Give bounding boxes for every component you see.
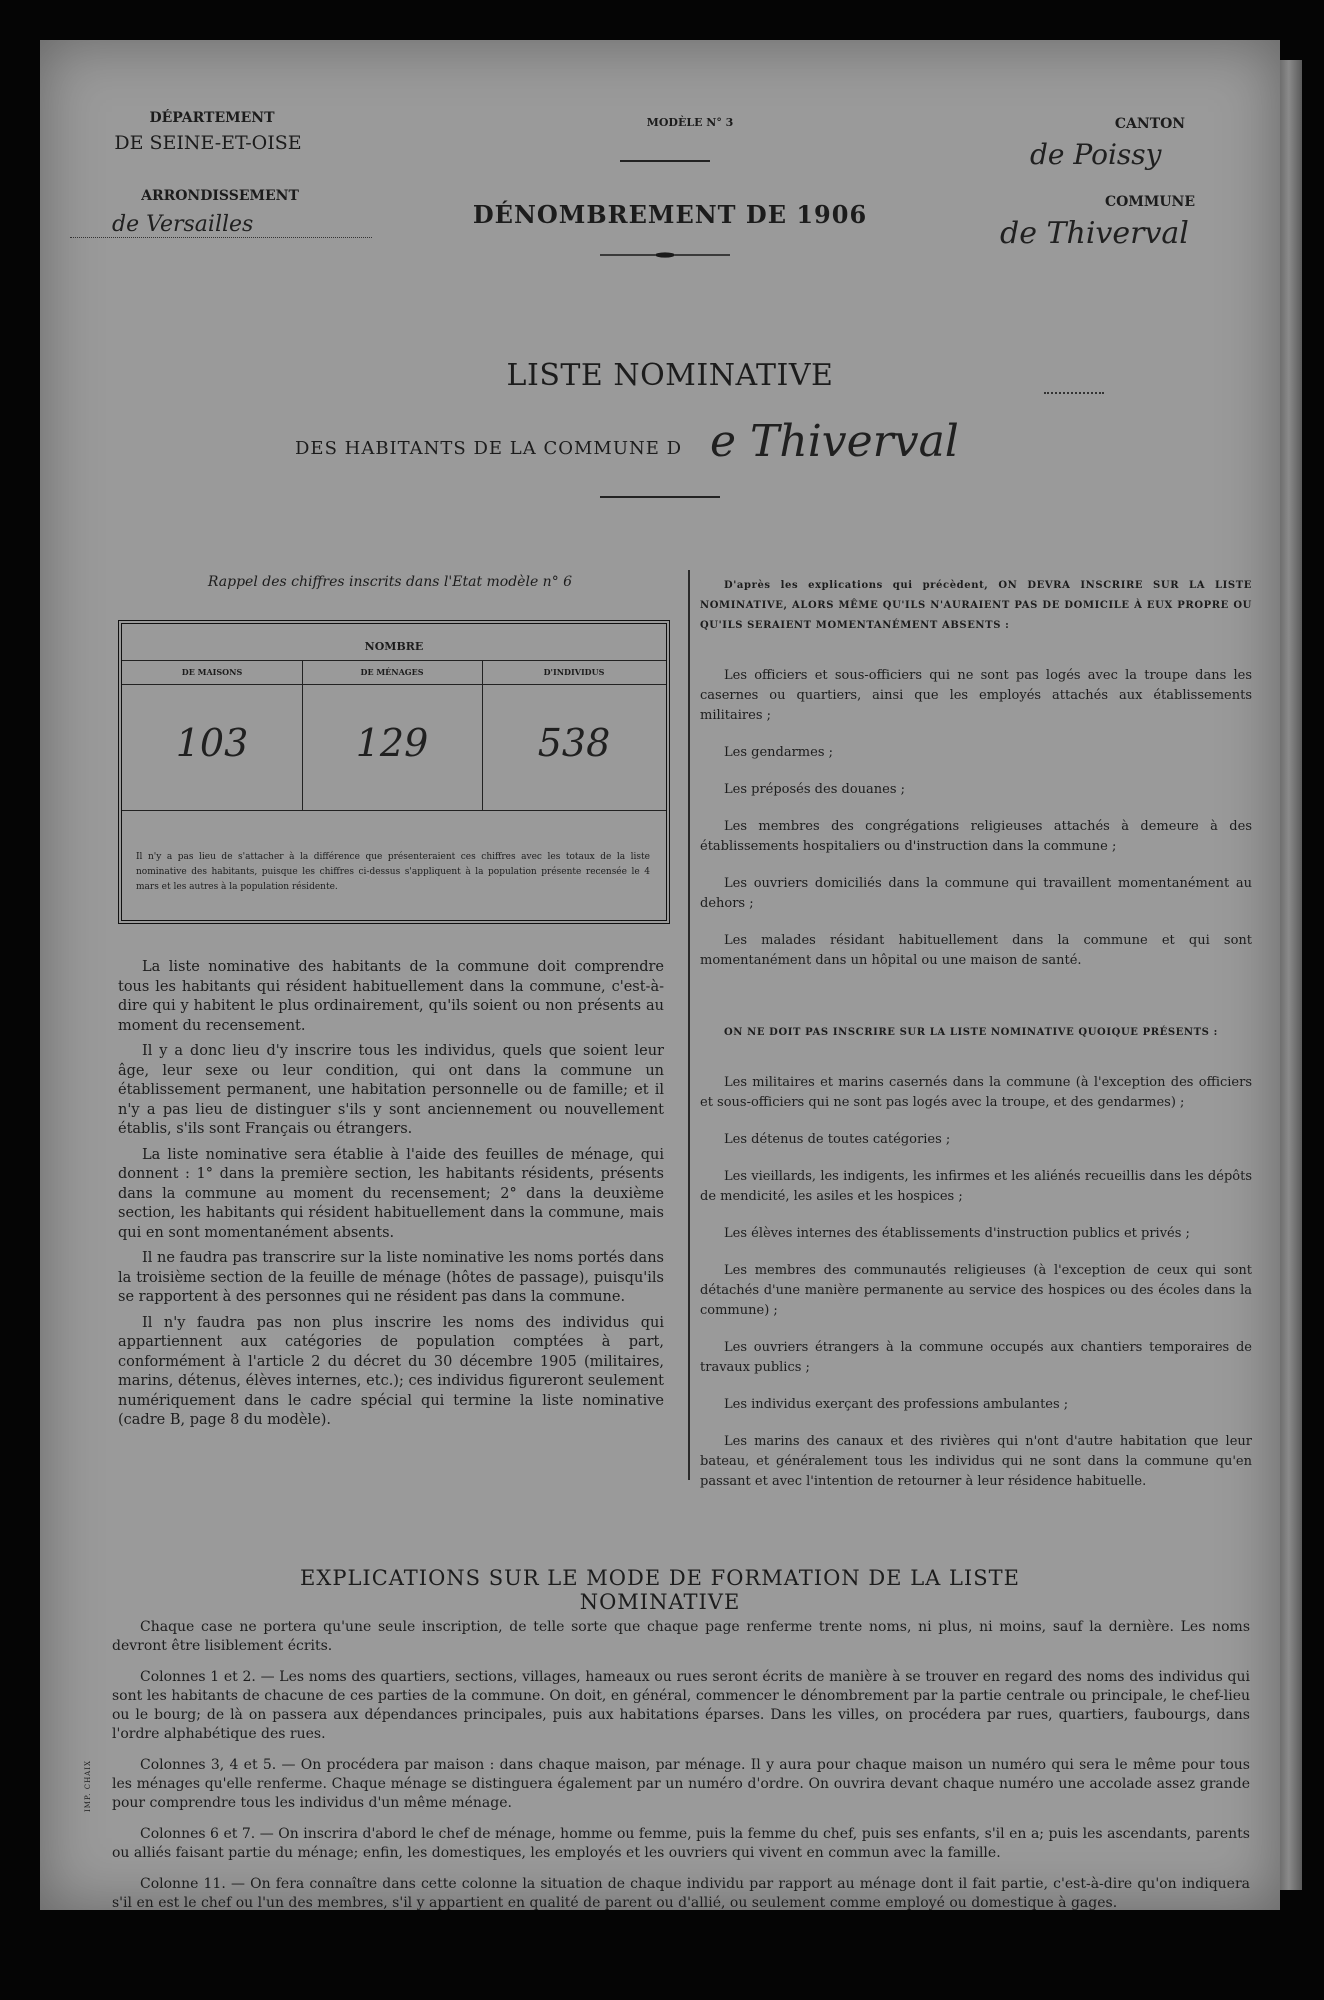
list-item: Les gendarmes ; xyxy=(724,745,834,760)
column-header: DE MÉNAGES xyxy=(302,660,482,685)
paragraph: Il ne faudra pas transcrire sur la liste nominative les noms portés dans la troisième section de la feuille de ménage (hôtes de passage), puisqu'ils se rapportent à des personnes qui ne résident pas dans la commune. xyxy=(118,1250,664,1305)
left-instructions xyxy=(118,958,664,1437)
departement-label: DÉPARTEMENT xyxy=(149,110,275,126)
inscrire-heading: D'après les explications qui précèdent, ON DEVRA INSCRIRE SUR LA LISTE NOMINATIVE, ALORS MÊME QU'ILS N'AURAIENT PAS DE DOMICILE À EUX PROPRE OU QU'ILS SERAIENT MOMENTANÉMENT ABSENTS : xyxy=(700,580,1252,631)
canton-name: de Poissy xyxy=(1030,138,1162,171)
list-item: Les préposés des douanes ; xyxy=(724,782,906,797)
canton-label: CANTON xyxy=(1114,116,1186,132)
column-value: 129 xyxy=(355,721,429,765)
column-header: D'INDIVIDUS xyxy=(482,660,666,685)
divider-rule xyxy=(620,160,710,162)
column-value: 538 xyxy=(537,721,611,765)
paragraph: Colonnes 1 et 2. — Les noms des quartiers, sections, villages, hameaux ou rues seront écrits de manière à se trouver en regard des noms des individus qui sont les habitants de chacune de ces parties de la commune. On doit, en général, commencer le dénombrement par la partie centrale ou principale, le chef-lieu ou le bourg; de là on passera aux dépendances principales, puis aux habitations éparses. Dans les villes, on procédera par rues, quartiers, faubourgs, dans l'ordre alphabétique des rues. xyxy=(112,1669,1250,1742)
paragraph: Chaque case ne portera qu'une seule inscription, de telle sorte que chaque page renferme trente noms, ni plus, ni moins, sauf la dernière. Les noms devront être lisiblement écrits. xyxy=(112,1619,1250,1654)
commune-name: de Thiverval xyxy=(1000,216,1189,251)
habitants-commune-handwritten: e Thiverval xyxy=(710,416,959,467)
list-item: Les membres des congrégations religieuses attachés à demeure à des établissements hospitaliers ou d'instruction dans la commune ; xyxy=(700,819,1252,854)
table-note: Il n'y a pas lieu de s'attacher à la différence que présenteraient ces chiffres avec les totaux de la liste nominative des habitants, puisque les chiffres ci-dessus s'appliquent à la population présente recensée le 4 mars et les autres à la population résidente. xyxy=(136,852,650,892)
table-rule xyxy=(122,810,666,811)
list-item: Les marins des canaux et des rivières qui n'ont d'autre habitation que leur bateau, et généralement tous les individus qui ne sont dans la commune qu'en passant et avec l'intention de retourner à leur résidence habituelle. xyxy=(700,1434,1252,1489)
arrondissement-label: ARRONDISSEMENT xyxy=(141,188,299,204)
list-item: Les malades résidant habituellement dans la commune et qui sont momentanément dans un hôpital ou une maison de santé. xyxy=(700,933,1252,968)
denombrement-title: DÉNOMBREMENT DE 1906 xyxy=(472,200,868,229)
dotted-rule xyxy=(1044,392,1104,394)
ne-pas-inscrire-heading: ON NE DOIT PAS INSCRIRE SUR LA LISTE NOMINATIVE QUOIQUE PRÉSENTS : xyxy=(724,1027,1218,1038)
list-item: Les membres des communautés religieuses (à l'exception de ceux qui sont détachés d'une manière permanente au service des hospices ou des écoles dans la commune) ; xyxy=(700,1263,1252,1318)
habitants-line: DES HABITANTS DE LA COMMUNE D xyxy=(295,438,683,459)
paragraph: Il n'y faudra pas non plus inscrire les noms des individus qui appartiennent aux catégories de population comptées à part, conformément à l'article 2 du décret du 30 décembre 1905 (militaires, marins, détenus, élèves internes, etc.); ces individus figureront seulement numériquement dans le cadre spécial qui termine la liste nominative (cadre B, page 8 du modèle). xyxy=(118,1314,664,1428)
printer-mark: IMP. CHAIX xyxy=(84,1760,92,1812)
paragraph: Colonnes 6 et 7. — On inscrira d'abord le chef de ménage, homme ou femme, puis la femme du chef, puis ses enfants, s'il en a; puis les ascendants, parents ou alliés faisant partie du ménage; enfin, les domestiques, les employés et les ouvriers qui vivent en commun avec la famille. xyxy=(112,1826,1250,1861)
paragraph: La liste nominative sera établie à l'aide des feuilles de ménage, qui donnent : 1° dans la première section, les habitants résidents, présents dans la commune au moment du recensement; 2° dans la deuxième section, les habitants qui résident habituellement dans la commune, mais qui en sont momentanément absents. xyxy=(118,1146,664,1241)
column-divider xyxy=(688,570,690,1480)
list-item: Les militaires et marins casernés dans la commune (à l'exception des officiers et sous-officiers qui ne sont pas logés avec la troupe, et des gendarmes) ; xyxy=(700,1075,1252,1110)
list-item: Les officiers et sous-officiers qui ne sont pas logés avec la troupe dans les casernes ou quartiers, ainsi que les employés attachés aux établissements militaires ; xyxy=(700,668,1252,723)
column-header: DE MAISONS xyxy=(122,660,302,685)
paragraph: Colonne 11. — On fera connaître dans cette colonne la situation de chaque individu par rapport au ménage dont il fait partie, c'est-à-dire qu'on indiquera s'il en est le chef ou l'un des membres, s'il y appartient en qualité de parent ou d'allié, ou seulement comme employé ou domestique à gages. xyxy=(112,1876,1250,1910)
table-column-menages xyxy=(302,660,483,810)
list-item: Les vieillards, les indigents, les infirmes et les aliénés recueillis dans les dépôts de mendicité, les asiles et les hospices ; xyxy=(700,1169,1252,1204)
list-item: Les individus exerçant des professions ambulantes ; xyxy=(724,1397,1069,1412)
column-value: 103 xyxy=(175,721,249,765)
arrondissement-name: de Versailles xyxy=(70,212,372,238)
census-form-page xyxy=(40,40,1280,1910)
paragraph: Colonnes 3, 4 et 5. — On procédera par maison : dans chaque maison, par ménage. Il y aura pour chaque maison un numéro qui sera le même pour tous les ménages qu'elle renferme. Chaque ménage se distinguera également par un numéro d'ordre. On ouvrira devant chaque numéro une accolade assez grande pour comprendre tous les individus d'un même ménage. xyxy=(112,1757,1250,1811)
table-header-nombre: NOMBRE xyxy=(122,624,666,661)
explications-title: EXPLICATIONS SUR LE MODE DE FORMATION DE LA LISTE NOMINATIVE xyxy=(300,1566,1020,1614)
commune-label: COMMUNE xyxy=(1104,194,1195,210)
rappel-table xyxy=(118,620,670,924)
divider-rule-2 xyxy=(600,496,720,498)
explications-body xyxy=(112,1618,1250,1910)
paragraph: Il y a donc lieu d'y inscrire tous les individus, quels que soient leur âge, leur sexe ou leur condition, qui ont dans la commune un établissement permanent, une habitation personnelle ou de famille; et il n'y a pas lieu de distinguer s'ils y sont anciennement ou nouvellement établis, s'ils sont Français ou étrangers. xyxy=(118,1043,664,1137)
paragraph: La liste nominative des habitants de la commune doit comprendre tous les habitants qui résident habituellement dans la commune, c'est-à-dire qui y habitent le plus ordinairement, qu'ils soient ou non présents au moment du recensement. xyxy=(118,959,664,1034)
list-item: Les ouvriers étrangers à la commune occupés aux chantiers temporaires de travaux publics ; xyxy=(700,1340,1252,1375)
right-instructions xyxy=(700,576,1252,1509)
page-stack-edge xyxy=(1280,60,1302,1890)
rappel-caption: Rappel des chiffres inscrits dans l'Etat modèle n° 6 xyxy=(207,574,573,590)
ornament-icon xyxy=(600,252,730,258)
modele-number: MODÈLE N° 3 xyxy=(646,116,734,129)
list-item: Les élèves internes des établissements d'instruction publics et privés ; xyxy=(724,1226,1190,1241)
departement-name: DE SEINE-ET-OISE xyxy=(114,132,302,154)
table-column-maisons xyxy=(122,660,303,810)
liste-nominative-title: LISTE NOMINATIVE xyxy=(506,358,834,393)
table-column-individus xyxy=(482,660,666,810)
list-item: Les ouvriers domiciliés dans la commune qui travaillent momentanément au dehors ; xyxy=(700,876,1252,911)
list-item: Les détenus de toutes catégories ; xyxy=(724,1132,951,1147)
